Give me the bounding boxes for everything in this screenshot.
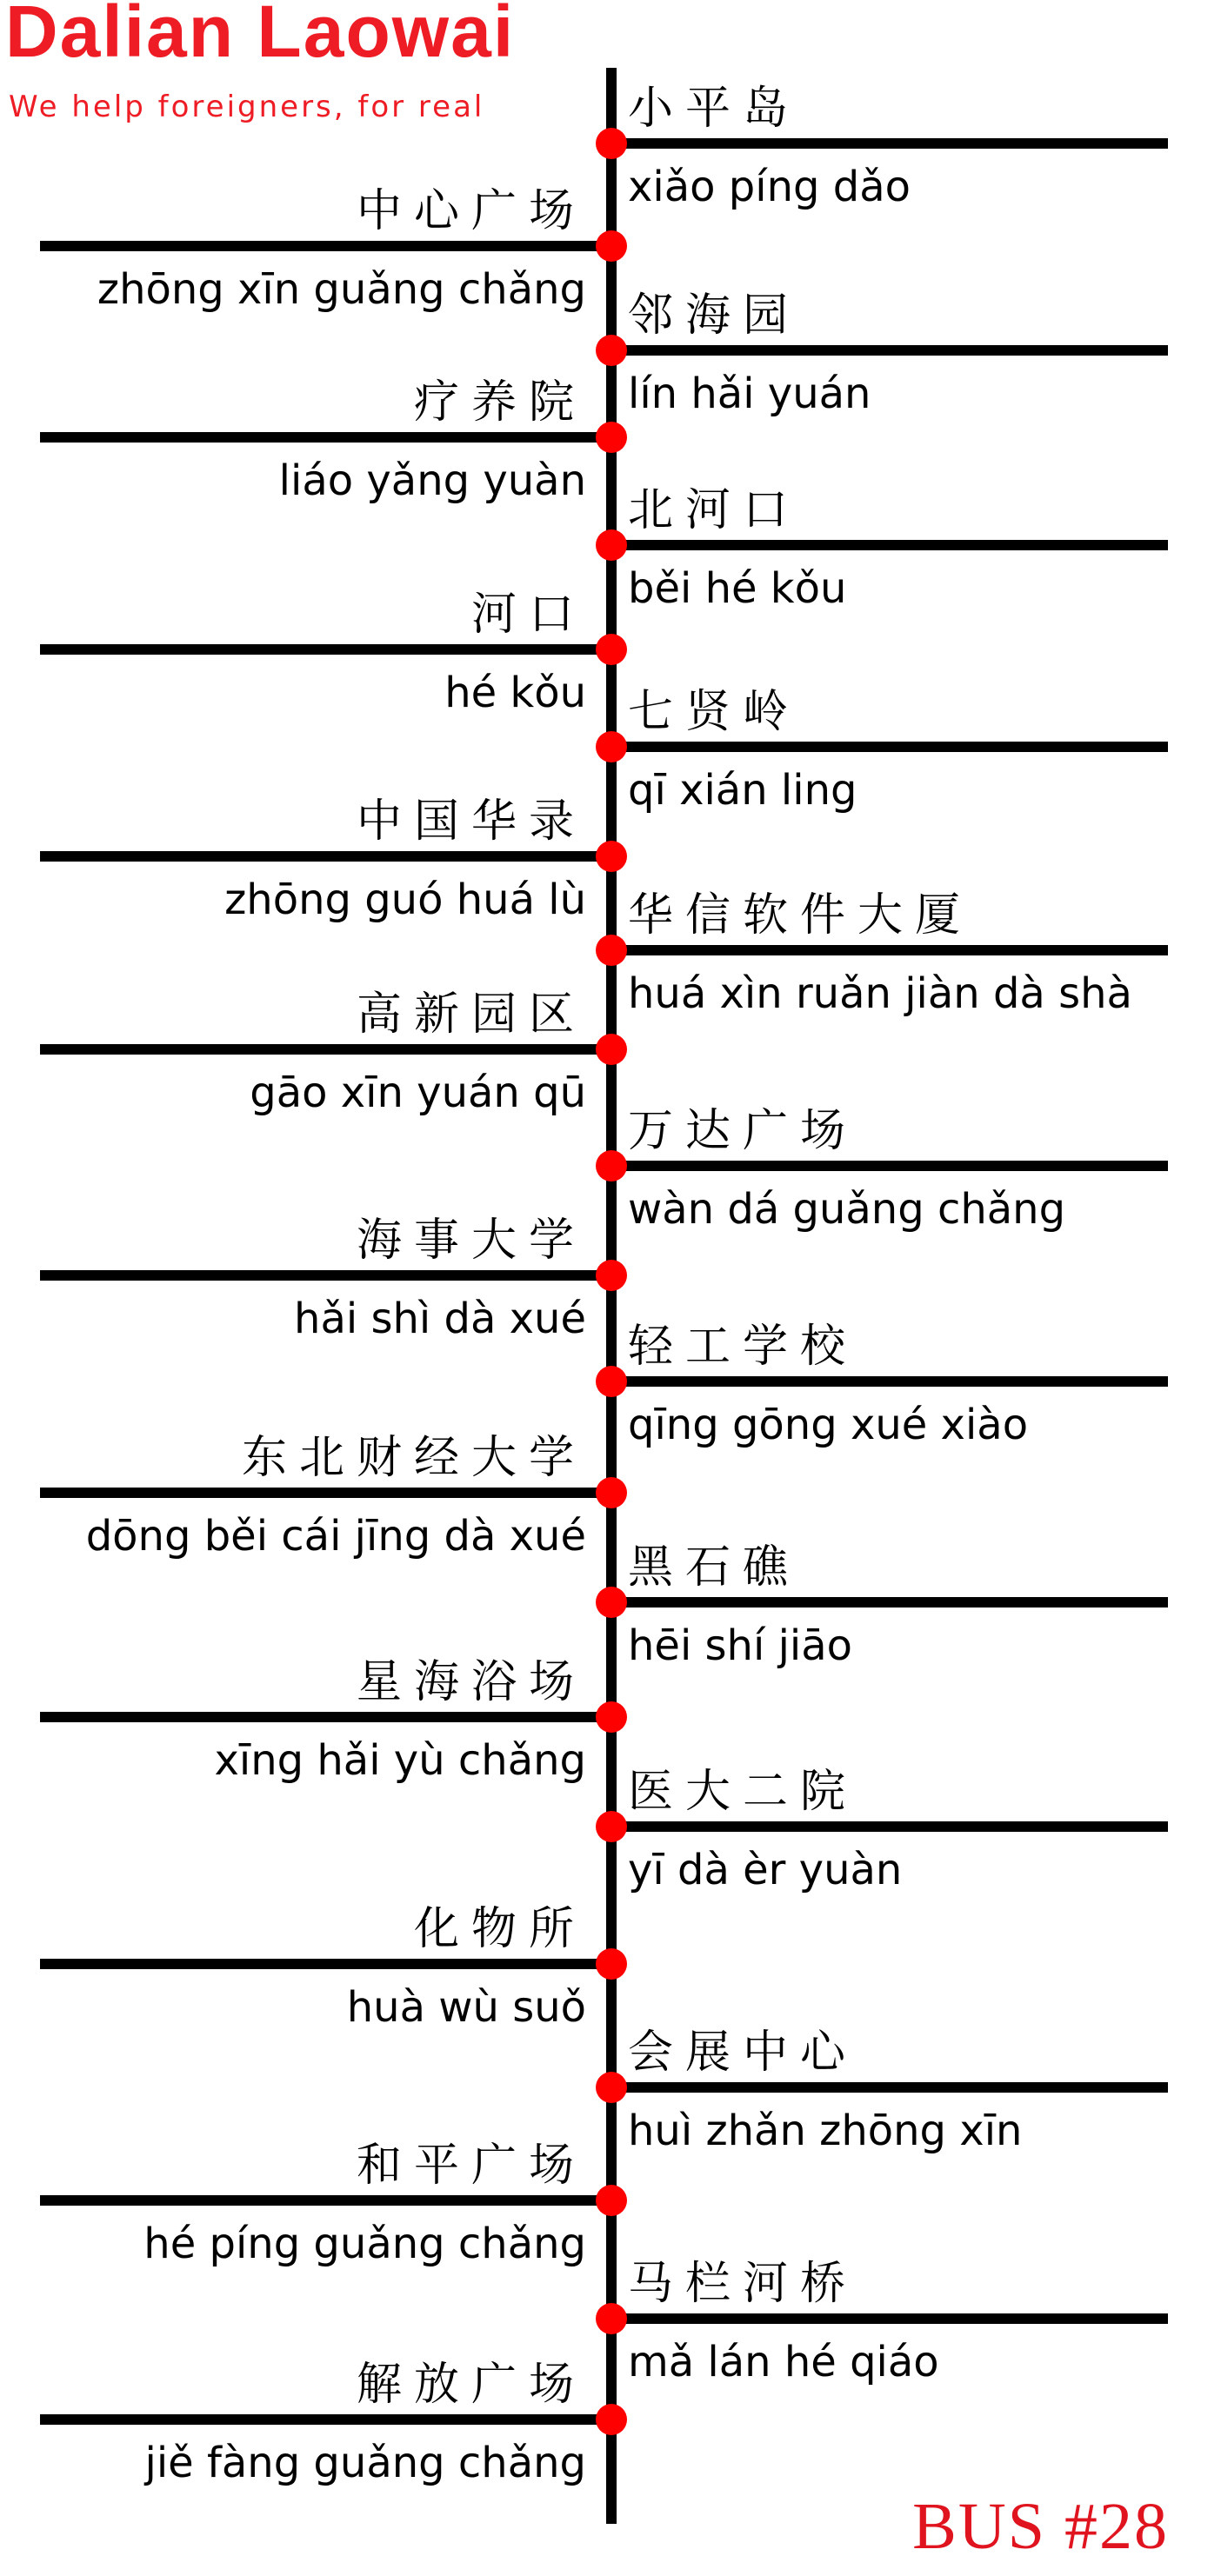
stop-branch-line xyxy=(611,945,1168,955)
stop-dot xyxy=(596,1587,627,1618)
stop-dot xyxy=(596,1701,627,1733)
stop-branch-line xyxy=(40,1488,611,1498)
stop-dot xyxy=(596,2072,627,2103)
stop-branch-line xyxy=(611,1376,1168,1387)
stop-dot xyxy=(596,2185,627,2216)
stop-branch-line xyxy=(611,742,1168,752)
stop-name-pinyin: xīng hǎi yù chǎng xyxy=(214,1736,586,1785)
stop-name-chinese: 星海浴场 xyxy=(356,1656,586,1708)
stop-branch-line xyxy=(40,2414,611,2425)
stop-branch-line xyxy=(40,2195,611,2206)
stop-branch-line xyxy=(611,345,1168,356)
stop-name-chinese: 和平广场 xyxy=(356,2140,586,2192)
stop-name-pinyin: xiǎo píng dǎo xyxy=(628,163,911,211)
stop-name-pinyin: hēi shí jiāo xyxy=(628,1621,853,1670)
stop-name-pinyin: hǎi shì dà xué xyxy=(294,1295,586,1343)
stop-dot xyxy=(596,1260,627,1291)
stop-name-chinese: 化物所 xyxy=(413,1903,586,1955)
stop-name-pinyin: lín hǎi yuán xyxy=(628,369,871,418)
stop-name-pinyin: liáo yǎng yuàn xyxy=(278,456,586,505)
stop-branch-line xyxy=(611,2313,1168,2324)
stop-dot xyxy=(596,731,627,762)
stop-dot xyxy=(596,935,627,966)
stop-name-chinese: 河口 xyxy=(470,589,586,641)
stop-dot xyxy=(596,1811,627,1842)
stop-name-chinese: 北河口 xyxy=(628,484,801,536)
stop-branch-line xyxy=(611,2082,1168,2093)
brand-tagline: We help foreigners, for real xyxy=(9,90,485,124)
stop-name-chinese: 海事大学 xyxy=(356,1215,586,1267)
stop-branch-line xyxy=(611,1161,1168,1171)
stop-dot xyxy=(596,634,627,665)
stop-dot xyxy=(596,1948,627,1980)
stop-name-pinyin: qī xián ling xyxy=(628,766,857,815)
stop-branch-line xyxy=(40,851,611,862)
stop-name-pinyin: mǎ lán hé qiáo xyxy=(628,2338,939,2386)
stop-name-chinese: 轻工学校 xyxy=(628,1321,858,1373)
route-label: BUS #28 xyxy=(912,2490,1169,2563)
stop-branch-line xyxy=(611,1597,1168,1608)
stop-dot xyxy=(596,422,627,453)
stop-name-chinese: 中国华录 xyxy=(356,795,586,848)
stop-name-chinese: 七贤岭 xyxy=(628,686,801,738)
stop-name-chinese: 高新园区 xyxy=(356,988,586,1041)
stop-name-pinyin: gāo xīn yuán qū xyxy=(250,1068,586,1117)
stop-name-pinyin: qīng gōng xué xiào xyxy=(628,1401,1029,1449)
stop-name-pinyin: běi hé kǒu xyxy=(628,564,847,613)
stop-branch-line xyxy=(611,138,1168,149)
stop-name-pinyin: hé píng guǎng chǎng xyxy=(143,2220,586,2268)
stop-name-chinese: 万达广场 xyxy=(628,1105,858,1157)
stop-branch-line xyxy=(611,1821,1168,1832)
stop-dot xyxy=(596,128,627,159)
stop-branch-line xyxy=(40,644,611,655)
stop-dot xyxy=(596,230,627,262)
stop-name-chinese: 东北财经大学 xyxy=(241,1432,586,1484)
stop-name-pinyin: wàn dá guǎng chǎng xyxy=(628,1185,1066,1234)
stop-name-chinese: 黑石礁 xyxy=(628,1541,801,1594)
stop-dot xyxy=(596,1366,627,1397)
stop-dot xyxy=(596,2303,627,2334)
stop-branch-line xyxy=(40,1044,611,1055)
stop-branch-line xyxy=(40,1959,611,1969)
stop-name-chinese: 会展中心 xyxy=(628,2027,858,2079)
stop-branch-line xyxy=(40,1712,611,1722)
stop-name-pinyin: jiě fàng guǎng chǎng xyxy=(144,2439,586,2487)
stop-dot xyxy=(596,2404,627,2435)
stop-dot xyxy=(596,335,627,366)
stop-dot xyxy=(596,529,627,561)
stop-name-chinese: 中心广场 xyxy=(356,185,586,237)
stop-name-pinyin: huá xìn ruǎn jiàn dà shà xyxy=(628,969,1132,1018)
brand-title: Dalian Laowai xyxy=(5,0,516,72)
stop-name-chinese: 医大二院 xyxy=(628,1766,858,1818)
stop-name-chinese: 邻海园 xyxy=(628,290,801,342)
stop-name-pinyin: yī dà èr yuàn xyxy=(628,1846,903,1894)
stop-name-chinese: 疗养院 xyxy=(413,376,586,429)
stop-name-pinyin: hé kǒu xyxy=(444,669,586,717)
stop-name-pinyin: dōng běi cái jīng dà xué xyxy=(85,1512,586,1561)
stop-dot xyxy=(596,841,627,872)
stop-name-pinyin: huì zhǎn zhōng xīn xyxy=(628,2107,1023,2155)
stop-name-chinese: 小平岛 xyxy=(628,83,801,135)
stop-name-chinese: 解放广场 xyxy=(356,2359,586,2411)
stop-name-pinyin: huà wù suǒ xyxy=(346,1983,586,2032)
stop-branch-line xyxy=(611,540,1168,550)
stop-name-pinyin: zhōng xīn guǎng chǎng xyxy=(97,265,586,314)
stop-branch-line xyxy=(40,241,611,251)
stop-dot xyxy=(596,1150,627,1181)
stop-name-chinese: 马栏河桥 xyxy=(628,2258,858,2310)
stop-branch-line xyxy=(40,432,611,443)
stop-dot xyxy=(596,1034,627,1065)
stop-name-pinyin: zhōng guó huá lù xyxy=(224,875,586,924)
stop-name-chinese: 华信软件大厦 xyxy=(628,889,973,942)
stop-branch-line xyxy=(40,1270,611,1281)
stop-dot xyxy=(596,1477,627,1508)
